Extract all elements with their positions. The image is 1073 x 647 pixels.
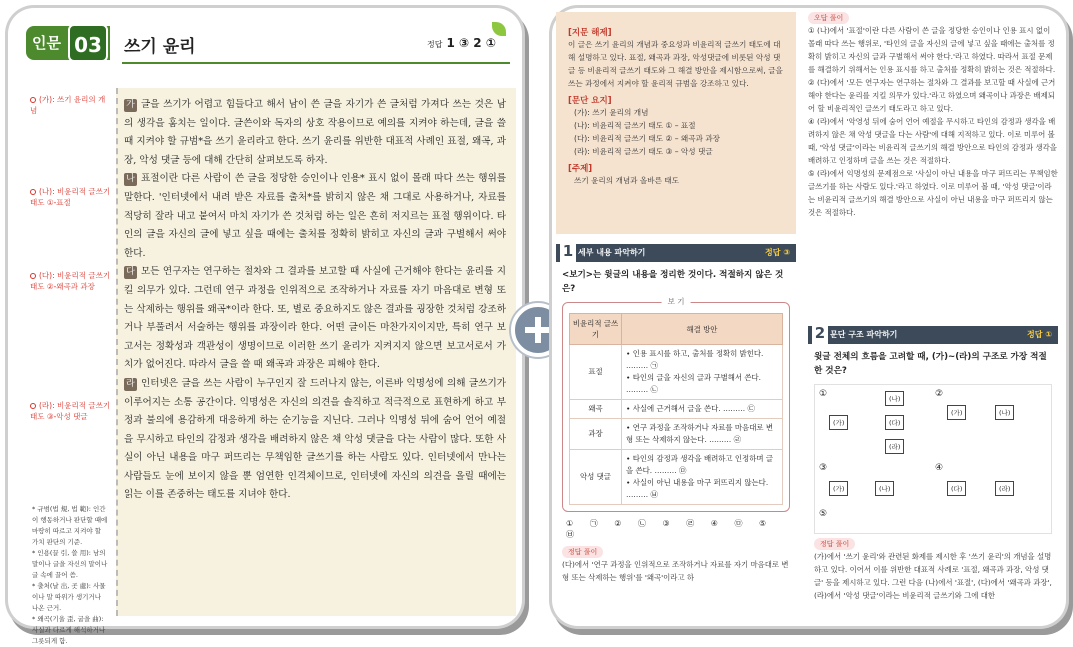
answer-choices: ① ㉠ ② ㉡ ③ ㉣ ④ ㉤ ⑤ ㉥	[566, 519, 767, 539]
question-bar: 2 문단 구조 파악하기 정답 ①	[808, 326, 1058, 344]
outline-item: (라): 비윤리적 글쓰기 태도 ③ – 악성 댓글	[574, 147, 713, 156]
paragraph-ra: 라 인터넷은 글을 쓰는 사람이 누구인지 잘 드러나지 않는, 이른바 익명성에 의해 글쓰기가 이루어지는 소통 공간이다. 익명성은 자신의 의견을 솔직하고 적극적으로 표현하게 하고 부정과 불의에 용감하게 대응하게 하는 순기능을 지닌다. 그러나 익명성 뒤에 숨어 언어 예절을 무시하고 타인의 감정과 생각을 배려하지 않은 채 악성 댓글을 다는 사람이 많다. 또한 사실이 아닌 내용을 마구 퍼뜨리는 무책임한 글쓰기를 하는 사람도 있다. 인터넷에서 만나는 사람들도 눈에 보이지 않을 뿐 엄연한 인격체이므로, 인터넷에 자신의 의견을 올릴 때에는 읽는 이를 존중하는 태도를 지녀야 한다.	[124, 377, 506, 501]
paragraph-ga: 가 글을 쓰기가 어렵고 힘들다고 해서 남이 쓴 글을 자기가 쓴 글처럼 가져다 쓰는 것은 남의 생각을 훔치는 일이다. 글쓴이와 독자의 상호 작용이므로 예의를 지켜야 하는데, 글을 쓸 때 지켜야 할 규범*을 쓰기 윤리라고 한다. 쓰기 윤리를 위반한 대표적 사례인 표절, 왜곡, 과장, 악성 댓글 등에 대해 간단히 살펴보도록 하자.	[124, 99, 506, 166]
summary-heading: [지문 해제]	[568, 28, 612, 38]
topic-heading: [주제]	[568, 164, 593, 174]
page-header	[26, 22, 510, 66]
paragraph-na: 나 표절이란 다른 사람이 쓴 글을 정당한 승인이나 인용* 표시 없이 몰래 따다 쓰는 행위를 말한다. '인터넷에서 내려 받은 자료를 출처*를 밝히지 않은 채 그대로 사용하거나, 자료를 적당히 잘라 내고 붙여서 마치 자기가 쓴 것처럼 하는 일은 흔히 저지르는 표절 행위이다. 타인의 글을 자신의 글에 넣고 싶을 때에는 출처를 정확히 밝히고 자신의 글과 구별해서 써야 한다.	[124, 173, 506, 259]
q2-explanation: 정답 풀이 (가)에서 '쓰기 윤리'와 관련된 화제를 제시한 후 '쓰기 윤리'의 개념을 설명하고 있다. 이어서 이를 위반한 대표적 사례로 '표절, 왜곡과 과장, 악성 댓글' 등을 제시하고 있다. 그런 다음 (나)에서 '표절', (다)에서 '왜곡과 과장', (라)에서 '악성 댓글'이라는 비윤리적 글쓰기와 그에 대한	[814, 540, 1052, 600]
solution-table: 비윤리적 글쓰기 해결 방안 표절 • 인용 표시를 하고, 출처를 정확히 밝힌다. ……… ㉠ • 타인의 글을 자신의 글과 구별해서 쓴다. ……… ㉡ 왜곡 • 사실에 근거해서 글을 쓴다. ……… ㉢ 과장 • 연구 과정을 조작하거나 자료를 마음대로 변형 또는 삭제하지 않는다. ……… ㉣ 악성 댓글 • 타인의 감정과 생각을 배려하고 인정하며 글을 쓴다. ……… ㉤ • 사실이 아닌 내용을 마구 퍼뜨리지 않는다. ……… ㉥	[569, 313, 783, 505]
outline-item: (가): 쓰기 윤리의 개념	[574, 108, 649, 117]
outline-heading: [문단 요지]	[568, 96, 612, 106]
wrong-item: ④ (라)에서 '악영성 뒤에 숨어 언어 예절을 무시하고 타인의 감정과 생각을 배려하지 않은 채 악성 댓글을 다는 사람'에 대해 지적하고 있다. 이로 미루어 볼 때, '악성 댓글'이라는 비윤리적 글쓰기의 해결 방안으로 타인의 감정과 생각을 배려하고 인정하며 글을 쓰는 것은 적절하다.	[808, 117, 1057, 165]
right-page	[552, 8, 1066, 626]
question-text: 윗글 전체의 흐름을 고려할 때, (가)~(라)의 구조로 가장 적절한 것은?	[814, 352, 1047, 376]
gloss-item: * 규범(법 規, 법 範): 인간이 행동하거나 판단할 때에 마땅히 따르고 지켜야 할 가치 판단의 기준.	[32, 505, 108, 546]
table-row: 과장 • 연구 과정을 조작하거나 자료를 마음대로 변형 또는 삭제하지 않는다. ……… ㉣	[570, 419, 783, 450]
paragraph-da: 다 모든 연구자는 연구하는 절차와 그 결과를 보고할 때 사실에 근거해야 한다는 윤리를 지킬 의무가 있다. 그런데 연구 과정을 인위적으로 조작하거나 자료를 자기 마음대로 변형 또는 삭제하는 행위를 왜곡*이라 한다. 또, 별로 중요하지도 않은 결과를 굉장한 것처럼 강조하거나 부풀려서 서술하는 행위를 과장이라 한다. 어떤 글이든 마찬가지이지만, 특히 연구 보고서는 정확성과 객관성이 생명이므로 이러한 쓰기 윤리가 지켜지지 않으면 보고서로서 가치가 없어진다. 따라서 글을 쓸 때 왜곡과 과장은 피해야 한다.	[124, 266, 506, 371]
summary-text: 이 글은 쓰기 윤리의 개념과 중요성과 비윤리적 글쓰기 태도에 대해 설명하고 있다. 표절, 왜곡과 과장, 악성댓글에 비롯된 악성 댓글 등 비윤리적 글쓰기 태도와 그 해결 방안을 제시함으로써, 글을 쓰는 과정에서 지켜야 할 윤리적 규범을 강조하고 있다.	[568, 40, 783, 88]
wrong-item: ② (다)에서 '모든 연구자는 연구하는 절차와 그 결과를 보고할 때 사실에 근거해야 한다는 윤리를 지킬 의무가 있다.'라고 하였으며 왜곡이나 과장은 배제되어 할 비윤리적인 글쓰기 태도라고 하고 있다.	[808, 78, 1056, 113]
question-text: <보기>는 윗글의 내용을 정리한 것이다. 적절하지 않은 것은?	[562, 270, 784, 294]
left-page	[8, 8, 522, 645]
bogi-box: 보 기 비윤리적 글쓰기 해결 방안 표절 • 인용 표시를 하고, 출처를 정확히 밝힌다. ……… ㉠ • 타인의 글을 자신의 글과 구별해서 쓴다. ……… ㉡ 왜곡 • 사실에 근거해서 글을 쓴다. ……… ㉢ 과장 • 연구 과정을 조작하거나 자료를 마음대로 변형 또는 삭제하지 않는다. ……… ㉣ 악성 댓글 • 타인의 감정과 생각을 배려하고 인정하며 글을 쓴다. ……… ㉤ • 사실이 아닌 내용을 마구 퍼뜨리지 않는다. ……… ㉥	[562, 302, 790, 512]
side-note: (라): 비윤리적 글쓰기 태도 ③-악성 댓글	[30, 401, 111, 421]
gloss-item: * 출처(날 出, 곳 處): 사물이나 말 따위가 생기거나 나온 근거.	[32, 582, 106, 612]
header-rule	[122, 62, 510, 64]
outline-item: (나): 비윤리적 글쓰기 태도 ① – 표절	[574, 121, 696, 130]
table-row: 악성 댓글 • 타인의 감정과 생각을 배려하고 인정하며 글을 쓴다. ……… ㉤ • 사실이 아닌 내용을 마구 퍼뜨리지 않는다. ……… ㉥	[570, 450, 783, 505]
answer-box: 정답 1 ③ 2 ①	[426, 36, 496, 50]
reading-passage	[116, 88, 516, 616]
wrong-item: ① (나)에서 '표절'이란 다른 사람이 쓴 글을 정당한 승인이나 인용 표시 없이 몰래 따다 쓰는 행위로, '타인의 글을 자신의 글에 넣고 싶을 때에는 출처를 정확히 밝히고 자신의 글과 구별해서 써야 한다.'라고 하였다. 따라서 표절 문제를 해결하기 위해서는 인용 표시를 하고 출처를 정확히 밝히는 것은 적절하다.	[808, 26, 1056, 74]
side-note: (가): 쓰기 윤리의 개념	[30, 95, 106, 115]
table-row: 표절 • 인용 표시를 하고, 출처를 정확히 밝힌다. ……… ㉠ • 타인의 글을 자신의 글과 구별해서 쓴다. ……… ㉡	[570, 345, 783, 400]
outline-item: (다): 비윤리적 글쓰기 태도 ② – 왜곡과 과장	[574, 134, 721, 143]
wrong-item: ⑤ (라)에서 익명성의 문제점으로 '사실이 아닌 내용을 마구 퍼뜨리는 무책임한 글쓰기를 하는 사람도 있다.'라고 하였다. 이로 미루어 볼 때, '악성 댓글'이라는 비윤리적 글쓰기의 해결 방안으로 사실이 아닌 내용을 마구 퍼뜨리지 않는 것은 적절하다.	[808, 169, 1058, 217]
topic-text: 쓰기 윤리의 개념과 올바른 태도	[574, 176, 680, 185]
gloss-item: * 왜곡(기울 歪, 굽을 曲): 사실과 다르게 해석하거나 그릇되게 함.	[32, 615, 106, 645]
gloss-item: * 인용(끌 引, 쓸 用): 남의 말이나 글을 자신의 말이나 글 속에 끌어 씀.	[32, 549, 108, 579]
table-row: 왜곡 • 사실에 근거해서 글을 쓴다. ……… ㉢	[570, 400, 783, 419]
question-bar: 1 세부 내용 파악하기 정답 ③	[556, 244, 796, 262]
question-2	[808, 326, 1058, 604]
q1-explanation: 정답 풀이 (다)에서 '연구 과정을 인위적으로 조작하거나 자료를 자기 마음대로 변형 또는 삭제하는 행위'를 '왜곡'이라고 하	[562, 548, 789, 582]
section-number: 03	[68, 24, 108, 62]
structure-diagrams: ① (가) (나) (다) (라) ② (가) (나) ③ (가) (나) ④ (다) (라) ⑤	[814, 384, 1052, 534]
page-title: 쓰기 윤리	[124, 37, 196, 57]
section-tag: 인문	[26, 26, 110, 60]
glossary	[32, 504, 108, 647]
question-1	[556, 244, 796, 594]
summary-box	[556, 12, 796, 234]
side-note: (나): 비윤리적 글쓰기 태도 ①-표절	[30, 187, 111, 207]
wrong-head: 오답 풀이	[808, 12, 849, 24]
wrong-answer-explanations	[808, 12, 1058, 219]
leaf-icon	[492, 22, 506, 36]
side-note: (다): 비윤리적 글쓰기 태도 ②-왜곡과 과장	[30, 271, 111, 291]
